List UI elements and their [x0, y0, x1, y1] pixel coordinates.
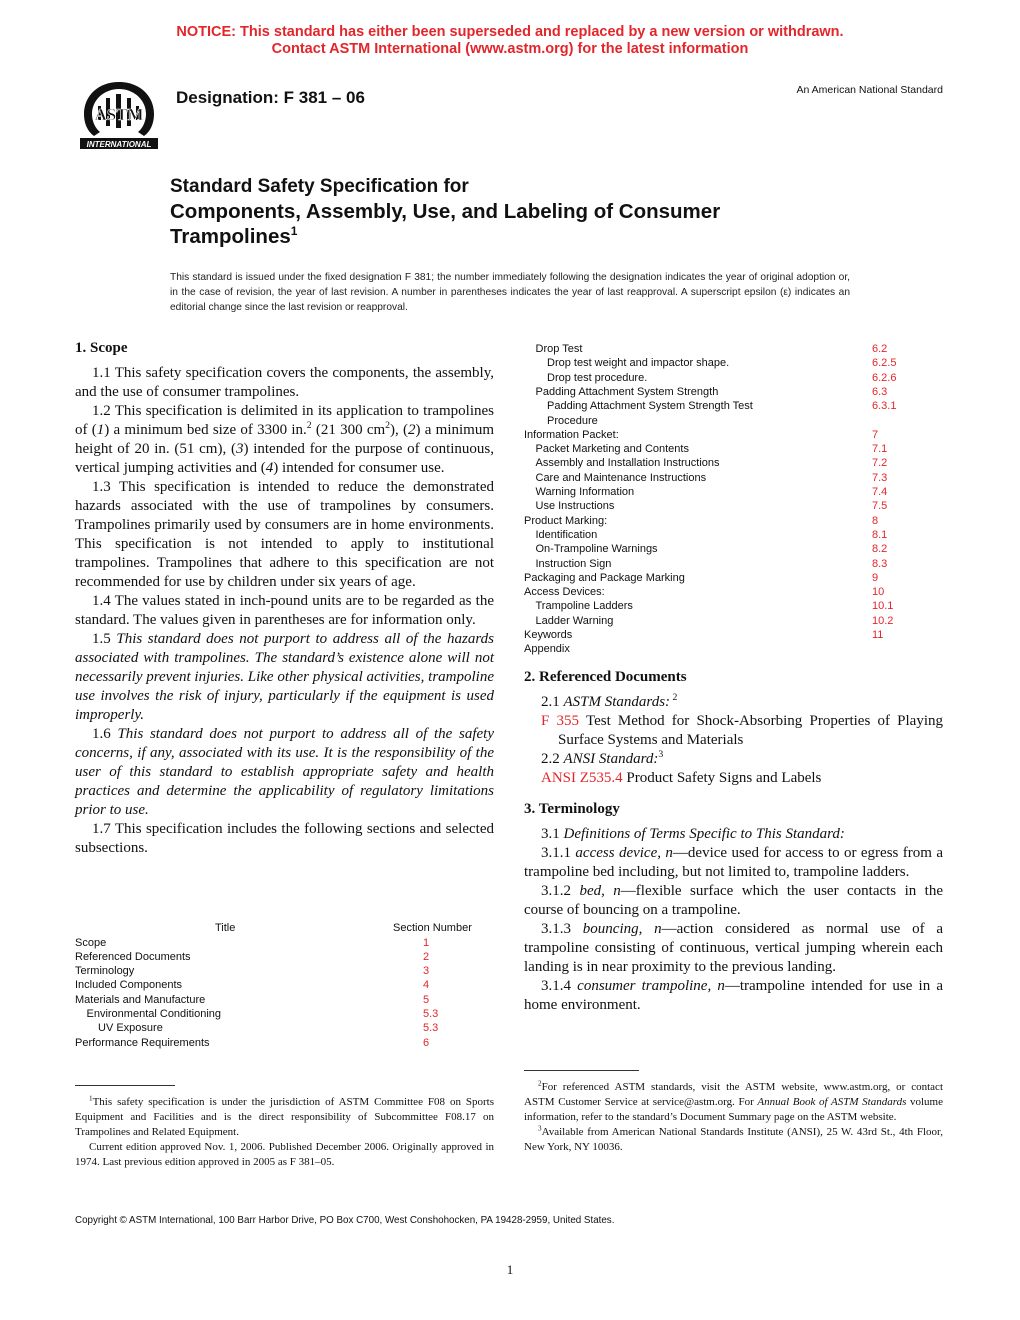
title-line-3-text: Trampolines	[170, 225, 291, 248]
title-line-1: Standard Safety Specification for	[170, 176, 469, 197]
toc-entry-section-link[interactable]: 7.5	[872, 500, 888, 513]
toc-table-left	[75, 922, 494, 1052]
logo-subtext: INTERNATIONAL	[86, 140, 152, 149]
para-1-7: 1.7 This specification includes the following sections and selected subsections.	[75, 821, 494, 856]
toc-entry-title: Padding Attachment System Strength	[535, 385, 719, 398]
toc-entry-title: Keywords	[524, 629, 573, 641]
toc-table-right	[524, 343, 943, 663]
refdocs-heading: 2. Referenced Documents	[524, 669, 687, 685]
toc-entry-section-link[interactable]: 6	[423, 1036, 430, 1049]
toc-entry-title: Procedure	[547, 414, 598, 427]
toc-entry-title: Environmental Conditioning	[86, 1008, 222, 1020]
left-column	[75, 339, 494, 858]
toc-entry-title: UV Exposure	[98, 1022, 163, 1035]
national-standard-label: An American National Standard	[796, 84, 943, 96]
para-1-1: 1.1 This safety specification covers the components, the assembly, and the use of consumer trampolines.	[75, 365, 494, 400]
para-1-2: 1.2 This specification is delimited in its application to trampolines of (1) a minimum bed size of 3300 in.$^2$ (21 300 $cm^2$), (2) a minimum height of 20 in. (51 cm), (3) intended for the purpose of continuous, vertical jumping activities and (4) intended for consumer use.	[75, 403, 494, 476]
toc-entry-section-link[interactable]: 7.4	[872, 486, 888, 498]
toc-entry-title: Trampoline Ladders	[535, 600, 633, 613]
f355-reference: F 355 Test Method for Shock-Absorbing Properties of Playing Surface Systems and Materials	[541, 713, 944, 748]
toc-entry-section-link[interactable]: 8.3	[872, 557, 888, 570]
ansi-reference: ANSI Z535.4 Product Safety Signs and Labels	[541, 770, 822, 786]
notice-line-2: Contact ASTM International (www.astm.org) for the latest information	[271, 41, 749, 57]
withdrawal-notice	[0, 24, 1020, 58]
toc-entry-title: Drop test weight and impactor shape.	[547, 357, 730, 370]
footnote-rule-right	[524, 1070, 639, 1071]
toc-entry-section-link[interactable]: 7.1	[872, 443, 888, 456]
toc-entry-title: Drop test procedure.	[547, 371, 648, 384]
toc-entry-section-link[interactable]: 3	[423, 965, 430, 978]
toc-entry-title: Terminology	[75, 965, 135, 978]
toc-entry-section-link[interactable]: 8.1	[872, 528, 888, 541]
f355-link[interactable]: F 355	[541, 713, 580, 729]
para-2-2: 2.2 ANSI Standard:$^3$	[541, 749, 664, 767]
toc-entry-title: Materials and Manufacture	[75, 993, 206, 1006]
toc-entry-section-link[interactable]: 5	[423, 993, 430, 1006]
term-3-1-3: 3.1.3 bouncing, n—action considered as normal use of a trampoline consisting of continuous, vertical jumping wherein each landing is in near proximity to the previous landing.	[524, 921, 944, 975]
toc-entry-section-link[interactable]: 1	[423, 936, 430, 949]
toc-title-header: Title	[215, 922, 236, 934]
toc-entry-title: Information Packet:	[524, 428, 619, 441]
toc-entry-section-link[interactable]: 6.3	[872, 385, 888, 398]
designation: Designation: F 381 – 06	[176, 88, 365, 107]
ansi-link[interactable]: ANSI Z535.4	[541, 770, 623, 786]
toc-entry-title: Appendix	[524, 643, 570, 656]
term-3-1-1: 3.1.1 access device, n—device used for access to or egress from a trampoline bed including, but not limited to, trampoline ladders.	[524, 845, 943, 880]
toc-entry-section-link[interactable]: 6.2.5	[872, 357, 897, 370]
toc-entry-section-link[interactable]: 7	[872, 428, 879, 441]
toc-entry-title: Ladder Warning	[535, 614, 614, 627]
toc-entry-title: Care and Maintenance Instructions	[535, 471, 707, 484]
toc-entry-section-link[interactable]: 10.1	[872, 600, 894, 613]
astm-logo-icon	[74, 76, 164, 156]
footnote-3: $^3$Available from American National Standards Institute (ANSI), 25 W. 43rd St., 4th Floor, New York, NY 10036.	[524, 1124, 943, 1153]
toc-entry-title: On-Trampoline Warnings	[535, 543, 658, 556]
notice-line-1: NOTICE: This standard has either been superseded and replaced by a new version or withdrawn.	[176, 24, 844, 40]
term-3-1-2: 3.1.2 bed, n—flexible surface which the user contacts in the course of bouncing on a trampoline.	[524, 883, 943, 918]
title-line-3	[170, 224, 720, 249]
toc-entry-title: Packet Marketing and Contents	[535, 443, 689, 456]
toc-entry-title: Identification	[535, 528, 598, 541]
toc-entry-title: Drop Test	[535, 343, 583, 355]
toc-entry-section-link[interactable]: 8.2	[872, 543, 888, 556]
para-1-5: 1.5 This standard does not purport to address all of the hazards associated with trampolines. The standard’s existence alone will not necessarily prevent injuries. Like other physical activities, trampoline use involves the risk of injury, particularly if the equipment is used improperly.	[75, 631, 495, 723]
toc-section-header: Section Number	[393, 922, 472, 934]
document-title	[170, 175, 720, 249]
footnote-rule-left	[75, 1085, 175, 1086]
para-2-1: 2.1 ASTM Standards: $^2$	[541, 692, 678, 710]
toc-entry-title: Access Devices:	[524, 586, 605, 599]
toc-entry-section-link[interactable]: 10.2	[872, 614, 894, 627]
toc-entry-section-link[interactable]: 7.3	[872, 471, 888, 484]
toc-entry-title: Warning Information	[535, 486, 635, 498]
toc-entry-section-link[interactable]: 5.3	[423, 1022, 439, 1035]
toc-entry-section-link[interactable]: 6.2.6	[872, 371, 897, 384]
footnote-2: $^2$For referenced ASTM standards, visit the ASTM website, www.astm.org, or contact ASTM Customer Service at service@astm.org. For Annual Book of ASTM Standards volume information, refer to the standard’s Document Summary page on the ASTM website.	[524, 1079, 943, 1123]
toc-entry-section-link[interactable]: 10	[872, 586, 885, 599]
footnote-1: $^1$This safety specification is under the jurisdiction of ASTM Committee F08 on Sports Equipment and Facilities and is the direct responsibility of Subcommittee F08.17 on Trampolines and Related Equipment. Current edition approved Nov. 1, 2006. Published December 2006. Originally approved in 1974. Last previous edition approved in 2005 as F 381–05.	[75, 1094, 494, 1168]
toc-entry-section-link[interactable]: 5.3	[423, 1008, 439, 1020]
issued-note: This standard is issued under the fixed designation F 381; the number immediately following the designation indicates the year of original adoption or, in the case of revision, the year of last revision. A number in parentheses indicates the year of last reapproval. A superscript epsilon (ε) indicates an editorial change since the last revision or reapproval.	[170, 272, 850, 313]
toc-entry-title: Referenced Documents	[75, 950, 191, 963]
term-3-1-4: 3.1.4 consumer trampoline, n—trampoline intended for use in a home environment.	[524, 978, 944, 1013]
toc-entry-section-link[interactable]: 11	[872, 629, 884, 641]
toc-entry-title: Performance Requirements	[75, 1036, 210, 1049]
terminology-heading: 3. Terminology	[524, 801, 620, 817]
toc-entry-title: Use Instructions	[535, 500, 615, 513]
title-footnote-mark: 1	[290, 224, 298, 239]
toc-entry-title: Padding Attachment System Strength Test	[547, 400, 753, 413]
toc-entry-title: Assembly and Installation Instructions	[535, 457, 720, 470]
toc-entry-title: Included Components	[75, 979, 183, 992]
copyright: Copyright © ASTM International, 100 Barr Harbor Drive, PO Box C700, West Conshohocken, PA 19428-2959, United States.	[75, 1215, 615, 1226]
para-1-6: 1.6 This standard does not purport to address all of the safety concerns, if any, associated with its use. It is the responsibility of the user of this standard to establish appropriate safety and health practices and determine the applicability of regulatory limitations prior to use.	[75, 726, 495, 818]
right-column	[524, 668, 943, 1015]
toc-entry-title: Instruction Sign	[535, 557, 612, 570]
title-line-2: Components, Assembly, Use, and Labeling of Consumer	[170, 200, 721, 223]
footnotes-2-3	[524, 1080, 943, 1155]
page-number: 1	[506, 1262, 514, 1277]
toc-entry-section-link[interactable]: 8	[872, 514, 879, 527]
toc-entry-section-link[interactable]: 7.2	[872, 457, 888, 470]
toc-entry-section-link[interactable]: 6.3.1	[872, 400, 897, 413]
toc-entry-title: Product Marking:	[524, 514, 608, 527]
toc-entry-title: Packaging and Package Marking	[524, 571, 685, 584]
toc-entry-section-link[interactable]: 2	[423, 950, 430, 963]
para-3-1: 3.1 Definitions of Terms Specific to This Standard:	[541, 826, 845, 842]
scope-heading: 1. Scope	[75, 340, 128, 356]
logo-text: ASTM	[94, 105, 144, 124]
toc-entry-title: Scope	[75, 936, 107, 949]
toc-entry-section-link[interactable]: 6.2	[872, 343, 888, 355]
toc-entry-section-link[interactable]: 9	[872, 571, 879, 584]
toc-entry-section-link[interactable]: 4	[423, 979, 430, 992]
para-1-3: 1.3 This specification is intended to reduce the demonstrated hazards associated with the use of trampolines by consumers. Trampolines primarily used by consumers are in home environments. This specification is not intended to apply to institutional trampolines. Trampolines that adhere to this specification are not recommended for use by children under six years of age.	[75, 479, 494, 590]
para-1-4: 1.4 The values stated in inch-pound units are to be regarded as the standard. The values given in parentheses are for information only.	[75, 593, 494, 628]
